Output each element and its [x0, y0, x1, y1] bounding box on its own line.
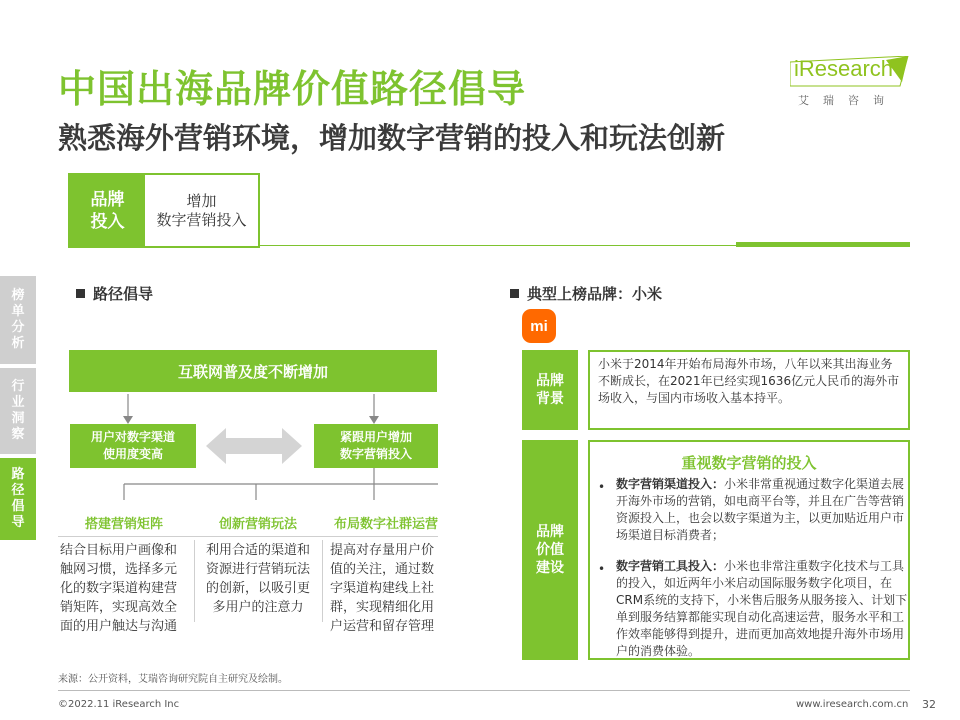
column-title-marketing-matrix: 搭建营销矩阵 — [84, 517, 163, 532]
column-text-marketing-matrix: 结合目标用户画像和触网习惯，选择多元化的数字渠道构建营销矩阵，实现高效全面的用户触达与沟通 — [60, 543, 178, 634]
logo-cn: 艾瑞咨询 — [798, 94, 898, 107]
tag-label: 品牌 投入 — [70, 175, 145, 246]
bullet-dot-icon: • — [598, 562, 606, 576]
copyright: ©2022.11 iResearch Inc — [58, 699, 180, 710]
header-accent-bar — [736, 242, 910, 247]
bullet-digital-tools — [616, 558, 908, 660]
bullet-digital-tools-text: 小米也非常注重数字化技术与工具的投入，如近两年小米启动国际服务数字化项目，在CRM系统的支持下，小米售后服务从服务接入、计划下单到服务结算都能实现自动化高速运营，服务水平和工作效率能够得到提升，进而更加高效地提升海外市场用户的消费体验。 — [616, 559, 908, 658]
footer-divider — [58, 690, 910, 691]
bullet-square-icon — [76, 289, 85, 298]
bullet-dot-icon: • — [598, 480, 606, 494]
xiaomi-logo: mi — [522, 309, 556, 343]
increase-digital-investment-box: 紧跟用户增加 数字营销投入 — [314, 424, 438, 468]
bullet-digital-channel — [616, 476, 908, 544]
side-tab-ranking[interactable]: 榜 单 分 析 — [0, 276, 36, 364]
brand-background-text: 小米于2014年开始布局海外市场，八年以来其出海业务不断成长，在2021年已经实现1636亿元人民币的海外市场收入，与国内市场收入基本持平。 — [598, 357, 900, 405]
user-digital-usage-box: 用户对数字渠道 使用度变高 — [70, 424, 196, 468]
left-section-heading: 路径倡导 — [76, 283, 153, 304]
bullet-digital-tools-title: 数字营销工具投入： — [616, 559, 725, 573]
column-title-marketing-innovation: 创新营销玩法 — [218, 517, 297, 532]
page-subtitle: 熟悉海外营销环境，增加数字营销的投入和玩法创新 — [58, 121, 726, 155]
side-tab-path[interactable]: 路 径 倡 导 — [0, 458, 36, 540]
column-text-community-operation: 提高对存量用户价值的关注，通过数字渠道构建线上社群，实现精细化用户运营和留存管理 — [330, 543, 435, 634]
right-section-heading: 典型上榜品牌：小米 — [510, 283, 662, 304]
brand-background-box — [588, 350, 910, 430]
website-link[interactable]: www.iresearch.com.cn — [796, 699, 909, 710]
logo-text: iResearch — [794, 56, 894, 81]
bullet-digital-channel-title: 数字营销渠道投入： — [616, 477, 725, 491]
brand-value-label: 品牌 价值 建设 — [522, 440, 578, 660]
bullet-square-icon — [510, 289, 519, 298]
column-separator-1 — [194, 540, 195, 622]
bullet-digital-channel-text: 小米非常重视通过数字化渠道去展开海外市场的营销，如电商平台等，并且在广告等营销资源投入上，也会以数字渠道为主，以更加贴近用户市场渠道目标消费者； — [616, 477, 905, 542]
column-title-community-operation: 布局数字社群运营 — [333, 517, 438, 532]
tag-text: 增加 数字营销投入 — [156, 191, 247, 229]
page-number: 32 — [922, 698, 936, 711]
double-arrow-icon — [204, 424, 304, 468]
brand-value-title: 重视数字营销的投入 — [681, 454, 817, 472]
brand-investment-tag — [68, 173, 260, 248]
column-text-marketing-innovation: 利用合适的渠道和资源进行营销玩法的创新，以吸引更多用户的注意力 — [205, 543, 310, 615]
column-separator-2 — [322, 540, 323, 622]
source-note: 来源：公开资料，艾瑞咨询研究院自主研究及绘制。 — [58, 674, 288, 685]
side-tab-industry[interactable]: 行 业 洞 察 — [0, 368, 36, 454]
internet-growth-bar: 互联网普及度不断增加 — [69, 350, 437, 392]
iresearch-logo — [790, 56, 912, 106]
columns-divider — [58, 536, 438, 537]
page-title: 中国出海品牌价值路径倡导 — [58, 67, 527, 111]
brand-background-label: 品牌 背景 — [522, 350, 578, 430]
